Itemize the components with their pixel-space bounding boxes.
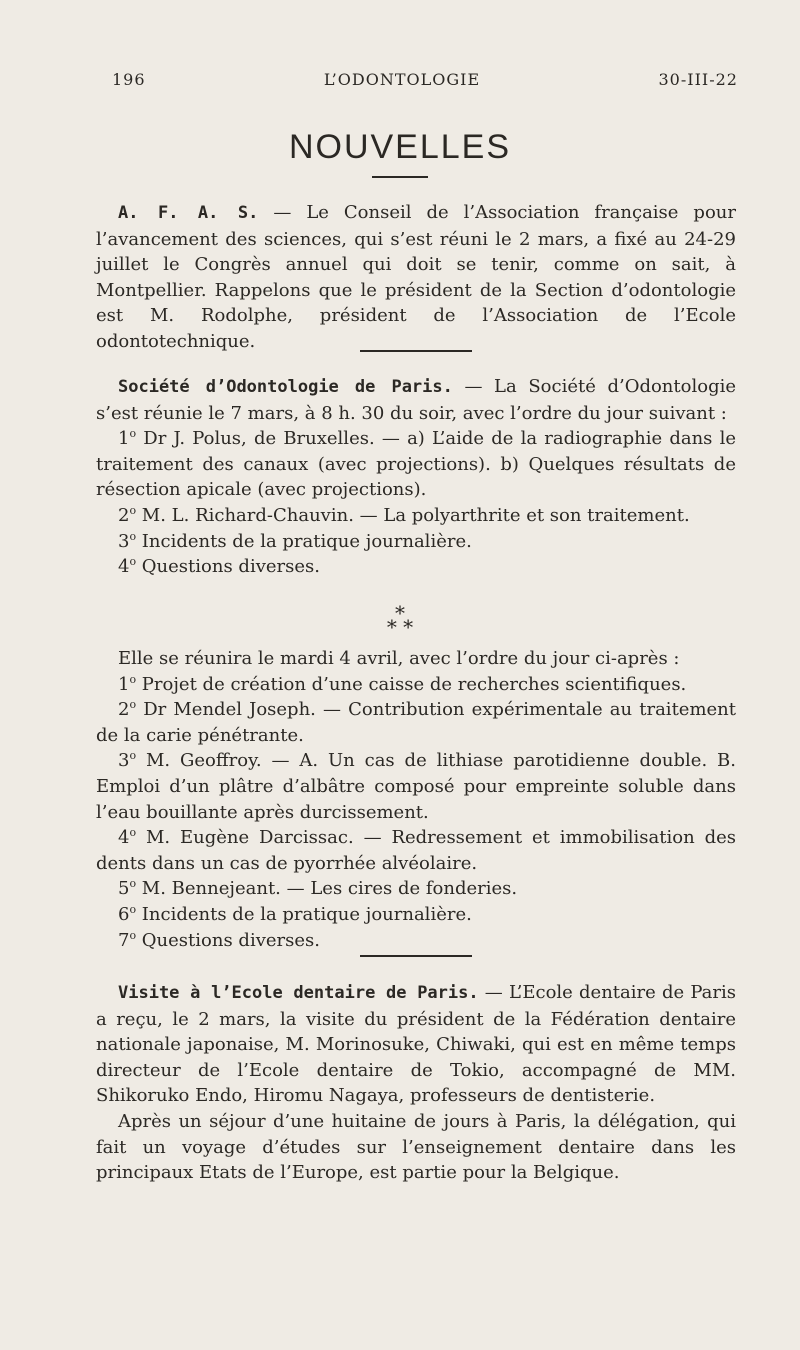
visite-text: — L’Ecole dentaire de Paris a reçu, le 2 mars, la visite du président de la Fédération dentaire nationale japonaise, M. Morinosuke, Chiwaki, qui est en même temps directeur de l’Ecole dentaire de Tokio, accompagné de MM. Shikoruko Endo, Hiromu Nagaya, professeurs de dentisterie. bbox=[96, 982, 736, 1107]
journal-title: L’ODONTOLOGIE bbox=[323, 70, 481, 89]
next-item: 1$^o$ Projet de création d’une caisse de recherches scientifiques. bbox=[118, 672, 687, 695]
next-item: 2$^o$ Dr Mendel Joseph. — Contribution expérimentale au traitement de la carie pénétrante. bbox=[96, 698, 736, 746]
afas-runin: A. F. A. S. bbox=[118, 203, 259, 223]
societe-runin: Société d’Odontologie de Paris. bbox=[118, 377, 453, 397]
societe-separator-rule bbox=[360, 955, 472, 957]
afas-separator-rule bbox=[360, 350, 472, 352]
societe-item: 3$^o$ Incidents de la pratique journalière. bbox=[118, 529, 472, 552]
running-head bbox=[112, 70, 738, 89]
next-meeting-block bbox=[96, 646, 736, 953]
next-item: 4$^o$ M. Eugène Darcissac. — Redressement et immobilisation des dents dans un cas de pyorrhée alvéolaire. bbox=[96, 826, 736, 874]
section-title: NOUVELLES bbox=[288, 128, 512, 166]
next-item: 6$^o$ Incidents de la pratique journalière. bbox=[118, 902, 472, 925]
title-rule bbox=[372, 176, 428, 178]
page-number: 196 bbox=[112, 70, 146, 89]
societe-intro: — La Société d’Odontologie s’est réunie le 7 mars, à 8 h. 30 du soir, avec l’ordre du jour suivant : bbox=[96, 376, 736, 424]
societe-item: 4$^o$ Questions diverses. bbox=[118, 555, 320, 578]
visite-block bbox=[96, 980, 736, 1186]
visite-runin: Visite à l’Ecole dentaire de Paris. bbox=[118, 983, 479, 1003]
issue-date: 30-III-22 bbox=[658, 70, 738, 89]
visite-text-2: Après un séjour d’une huitaine de jours à Paris, la délégation, qui fait un voyage d’études sur l’enseignement dentaire dans les principaux Etats de l’Europe, est partie pour la Belgique. bbox=[96, 1110, 736, 1184]
next-item: 5$^o$ M. Bennejeant. — Les cires de fonderies. bbox=[118, 877, 518, 900]
afas-paragraph bbox=[96, 200, 736, 355]
societe-item: 2$^o$ M. L. Richard-Chauvin. — La polyarthrite et son traitement. bbox=[118, 503, 690, 526]
next-intro: Elle se réunira le mardi 4 avril, avec l’ordre du jour ci-après : bbox=[118, 648, 680, 669]
asterism: * * * bbox=[386, 601, 414, 639]
societe-item: 1$^o$ Dr J. Polus, de Bruxelles. — a) L’aide de la radiographie dans le traitement des canaux (avec projections). b) Quelques résultats de résection apicale (avec projections). bbox=[96, 427, 736, 501]
afas-text: — Le Conseil de l’Association française pour l’avancement des sciences, qui s’est réuni le 2 mars, a fixé au 24-29 juillet le Congrès annuel qui doit se tenir, comme on sait, à Montpellier. Rappelons que le président de la Section d’odontologie est M. Rodolphe, président de l’Association de l’Ecole odontotechnique. bbox=[96, 202, 736, 352]
societe-block bbox=[96, 374, 736, 580]
next-item: 3$^o$ M. Geoffroy. — A. Un cas de lithiase parotidienne double. B. Emploi d’un plâtre d’albâtre composé pour empreinte soluble dans l’eau bouillante après durcissement. bbox=[96, 749, 736, 823]
next-item: 7$^o$ Questions diverses. bbox=[118, 928, 320, 951]
